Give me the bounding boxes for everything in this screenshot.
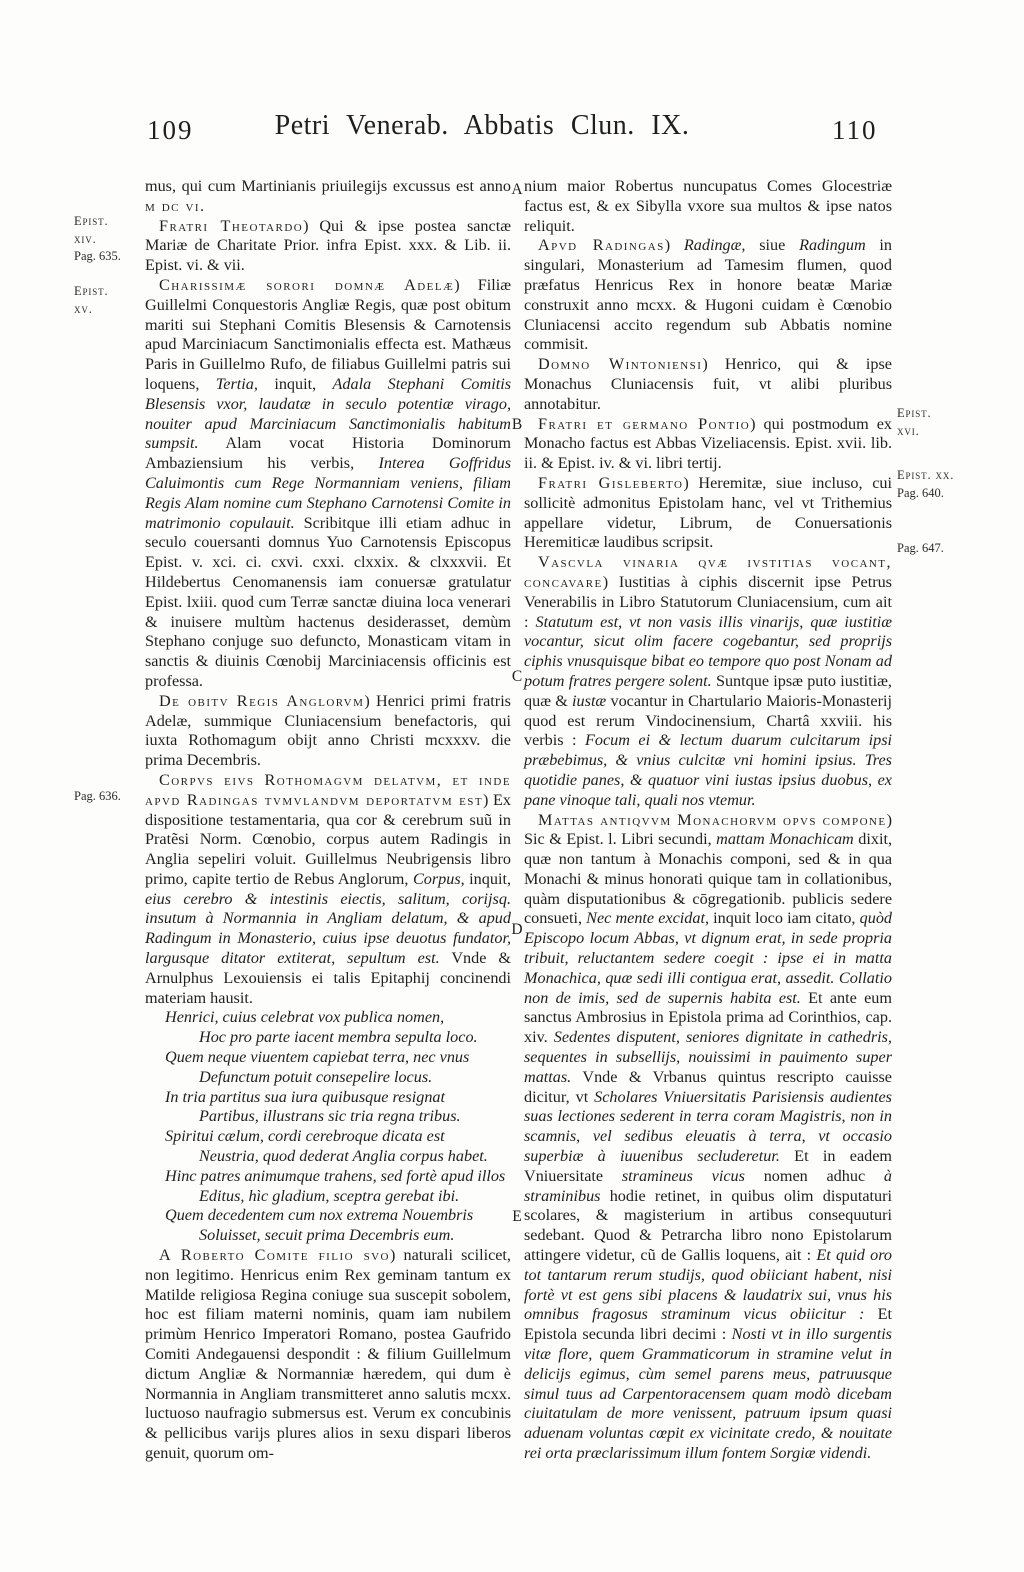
- page-number-left: 109: [147, 115, 194, 145]
- text-segment: Adala Stephani Comitis Blesensis vxor, laudatæ in seculo potentiæ virago, nouiter apud Marciniacum Sanctimonialis habitum sumpsit.: [145, 374, 512, 453]
- text-segment: Focum ei & lectum duarum culcitarum ipsi præbebimus, & vnius culcitæ vni homini ipsius. Tres quotidie panes, & quatuor vini iustas ipsius duobus, ex pane vinoque tali, quali nos vtemur.: [524, 731, 892, 809]
- paragraph: [145, 276, 511, 692]
- text-segment: siue: [745, 236, 800, 255]
- text-segment: ) Heremitæ, siue incluso, cui sollicitè admonitus Epistolam hanc, vel vt Trithemius appellare videtur, Librum, de Conuersationis Heremiticæ laudibus scripsit.: [524, 473, 892, 552]
- gutter-letter-e: E: [512, 1208, 522, 1225]
- text-segment: Radingæ,: [683, 236, 746, 255]
- text-segment: ): [664, 236, 684, 255]
- text-segment: Nosti vt in illo surgentis vitæ flore, quem Grammaticorum in stramine velut in delicijs egimus, cùm semel parens meus, patruusque simul tuus ad Carpentoracensem quam modò dicebam ciuitatulam de more venissent, patruum ipsum quasi aduenam voluntas cœpit ex vicinitate credo, & nouitate rei orta præclarissimum illum fontem Sorgiæ videndi.: [524, 1325, 892, 1462]
- text-segment: stramineus vicus: [621, 1166, 745, 1185]
- running-title: Petri Venerab. Abbatis Clun. IX.: [274, 110, 690, 141]
- margin-note-line: Pag. 635.: [74, 249, 121, 263]
- text-segment: Fratri Theotardo: [159, 216, 304, 235]
- paragraph: [145, 177, 511, 217]
- gutter-letter-c: C: [511, 668, 523, 685]
- text-segment: Suntque ipsæ puto iustitiæ, quæ &: [524, 671, 892, 710]
- paragraph: [145, 771, 511, 1009]
- text-segment: Alam vocat Historia Dominorum Ambaziensium his verbis,: [145, 434, 511, 473]
- paragraph: [524, 474, 892, 553]
- gutter-letter-b: B: [511, 416, 523, 433]
- text-segment: Charissimæ sorori domnæ Adelæ: [159, 275, 455, 294]
- text-segment: Et quid oro tot tantarum rerum studijs, quod obiiciant habent, nisi fortè vt est gens sibi placens & laudatrix sui, vnus his omnibus fragosus straminum vicus obiicitur :: [524, 1246, 892, 1324]
- text-segment: inquit,: [257, 374, 333, 393]
- paragraph: [145, 692, 511, 771]
- verse-line: Neustria, quod dederat Anglia corpus habet.: [199, 1147, 488, 1166]
- text-segment: iustæ: [572, 691, 607, 710]
- text-column-left: [145, 177, 511, 1464]
- text-segment: Corpus,: [412, 869, 465, 888]
- text-segment: Vascvla vinaria qvæ ivstitias vocant, concavare: [524, 553, 892, 591]
- margin-note-line: Epist.: [74, 214, 109, 228]
- text-segment: Mattas antiqvvm Monachorvm opvs compone: [538, 810, 887, 829]
- margin-note: [74, 213, 121, 266]
- verse-line: Quem neque viuentem capiebat terra, nec vnus: [165, 1048, 470, 1067]
- verse-line: Hinc patres animumque trahens, sed fortè apud illos: [165, 1166, 506, 1185]
- verse-line: Partibus, illustrans sic tria regna tribus.: [199, 1107, 461, 1126]
- text-segment: Fratri et germano Pontio: [538, 414, 751, 433]
- text-segment: vocantur in Chartulario Maioris-Monasterij quod est rerum Vindocinensium, Chartâ xxviii. his verbis :: [524, 691, 892, 750]
- margin-note-line: Pag. 640.: [897, 485, 944, 500]
- text-segment: à straminibus: [524, 1166, 892, 1205]
- paragraph: [524, 177, 892, 236]
- text-segment: Statutum est, vt non vasis illis vinarijs, quæ iustitiæ vocantur, sicut olim facere cogebantur, sed proprijs ciphis vnusquisque bibat eo tempore quo post Nonam ad potum fratres pergere solent.: [524, 612, 892, 690]
- verse-line: Soluisset, secuit prima Decembris eum.: [199, 1226, 455, 1245]
- text-segment: Radingum: [799, 236, 866, 255]
- paragraph: [524, 811, 892, 1464]
- margin-note-line: Epist. xx.: [897, 468, 955, 482]
- text-segment: Et ante eum sanctus Ambrosius in Epistola prima ad Corinthios, cap. xiv.: [524, 988, 892, 1047]
- gutter-letter-d: D: [511, 921, 523, 938]
- margin-note-line: Pag. 636.: [74, 789, 121, 803]
- text-segment: Domno Wintoniensi: [538, 355, 703, 374]
- text-segment: ) Sic & Epist. l. Libri secundi,: [524, 810, 892, 849]
- text-segment: ) Filiæ Guillelmi Conquestoris Angliæ Regis, quæ post obitum mariti sui Stephani Comitis Blesensis & Carnotensis apud Marciniacum Sanctimonialis effecta est. Mathæus Paris in Guillelmo Rufo, de filiabus Guillelmi patris sui loquens,: [145, 275, 511, 393]
- margin-note: [897, 405, 932, 440]
- text-segment: ) Henrici primi fratris Adelæ, summique Cluniacensium benefactoris, qui iuxta Rothomagum obijt anno Christi mcxxxv. die prima Decembris.: [145, 691, 511, 770]
- verse-line: Spiritui cælum, cordi cerebroque dicata est: [165, 1127, 445, 1146]
- gutter-letter-a: A: [511, 181, 523, 198]
- text-segment: quòd Episcopo locum Abbas, vt dignum erat, in sede propria tribuit, reluctantem sedere coegit : ipse ei in matta Monachica, quæ sedi illi contigua erat, assedit. Collatio non de imis, sed de supernis habita est.: [524, 909, 892, 1007]
- text-segment: Interea Goffridus Caluimontis cum Rege Normanniam veniens, filiam Regis Alam nomine cum Stephano Carnotensi Comite in matrimonio copulauit.: [145, 454, 511, 532]
- text-segment: nium maior Robertus nuncupatus Comes Glocestriæ factus est, & ex Sibylla vxore sua multos & ipse natos reliquit.: [524, 177, 892, 235]
- page-number-right: 110: [832, 115, 878, 145]
- margin-note-line: xvi.: [897, 423, 920, 438]
- text-column-right: [524, 177, 892, 1464]
- text-segment: Fratri Gisleberto: [538, 473, 684, 492]
- text-segment: ) Ex dispositione testamentaria, qua cor & cerebrum suũ in Pratẽsi Norm. Cœnobio, corpus autem Radingis in Anglia sepeliri voluit. Guillelmus Neubrigensis libro primo, capite tertio de Rebus Anglorum,: [145, 790, 511, 888]
- text-segment: ) Iustitias à ciphis discernit ipse Petrus Venerabilis in Libro Statutorum Cluniacensium, cum ait :: [524, 572, 892, 631]
- margin-note: [897, 467, 954, 502]
- text-segment: inquit,: [464, 869, 511, 888]
- paragraph: [524, 355, 892, 414]
- text-segment: Nec mente excidat,: [586, 909, 710, 928]
- text-segment: Scholares Vniuersitatis Parisiensis audientes suas lectiones sederent in terra coram Magistris, non in scamnis, vel sedibus eleuatis à terra, vt occasio superbiæ à iuuenibus secluderetur.: [524, 1087, 892, 1166]
- text-segment: Tertia,: [215, 374, 258, 393]
- text-segment: ) Qui & ipse postea sanctæ Mariæ de Charitate Prior. infra Epist. xxx. & Lib. ii. Epist. vi. & vii.: [145, 216, 512, 275]
- text-segment: dixit, quæ non tantum à Monachis componi, sed & in qua Monachi & minus honorati quique tam in collationibus, quàm disputationibus & cōgregationib. publicis sedere consueti,: [524, 830, 892, 928]
- text-segment: in singulari, Monasterium ad Tamesim flumen, quod præfatus Henricus Rex in honore beatæ Mariæ construxit anno mcxx. & Hugoni cuidam è Cœnobio Cluniacensi accito regendum sub Abbatis nomine commisit.: [524, 236, 892, 354]
- margin-note-line: xv.: [74, 301, 93, 316]
- verse-line: Henrici, cuius celebrat vox publica nomen,: [165, 1008, 445, 1027]
- paragraph: [524, 415, 892, 474]
- text-segment: ) naturali scilicet, non legitimo. Henricus enim Rex geminam tantum ex Matilde religiosa Regina coniuge sua suscepit sobolem, hoc est filiam materni nominis, quam iam nubilem primùm Henrico Imperatori Romano, postea Gaufrido Comiti Andegauensi despondit : & filium Guillelmum dictum Angliæ & Normanniæ hæredem, qui dum è Normannia in Angliam transmitteret anno salutis mcxx. luctuoso naufragio submersus est. Verum ex concubinis & pellicibus varijs plures alios in sexu dispari liberos genuit, quorum om-: [145, 1246, 511, 1462]
- margin-note-line: xiv.: [74, 231, 97, 246]
- text-segment: ) Henrico, qui & ipse Monachus Cluniacensis fuit, vt alibi pluribus annotabitur.: [524, 355, 892, 413]
- text-segment: Scribitque illi etiam adhuc in seculo couersanti domnus Yuo Carnotensis Episcopus Epist. v. xci. ci. cxvi. cxxi. clxxix. & clxxxvii. Et Hildebertus Cenomanensis iam conuersæ gratulatur Epist. lxiii. quod cum Terræ sanctæ diuina loca venerari & inuisere multùm hactenus desiderasset, demùm Stephano conjuge suo defuncto, Monasticam vitam in sanctis & diuinis Cœnobij Marciniacensis officinis est professa.: [145, 513, 511, 690]
- margin-note-line: Epist.: [74, 284, 109, 298]
- verse-line: Editus, hìc gladium, sceptra gerebat ibi.: [199, 1186, 460, 1205]
- text-segment: Apvd Radingas: [538, 236, 665, 255]
- text-segment: Sedentes disputent, seniores dignitate in cathedris, sequentes in subsellijs, nouissimi in pauimento super mattas.: [524, 1028, 892, 1086]
- paragraph: [524, 553, 892, 810]
- margin-note: [897, 540, 944, 558]
- margin-note: [74, 283, 109, 318]
- text-segment: mus, qui cum Martinianis priuilegijs excussus est anno: [145, 177, 511, 195]
- paragraph: [145, 217, 511, 276]
- text-segment: A Roberto Comite filio svo: [159, 1246, 390, 1265]
- text-segment: hodie retinet, in quibus olim disputaturi scolares, & magisterium in artibus consequuturi sedebant. Quod & Petrarcha libro nono Epistolarum attingere videtur, cũ de Gallis loquens, ait :: [524, 1186, 892, 1265]
- text-segment: Vnde & Vrbanus quintus rescripto cauisse dicitur, vt: [524, 1067, 892, 1106]
- text-segment: Vnde & Arnulphus Lexouiensis ei talis Epitaphij concinendi materiam hausit.: [145, 949, 511, 1007]
- verse-line: Quem decedentem cum nox extrema Nouembris: [165, 1206, 474, 1225]
- text-segment: Et in eadem Vniuersitate: [524, 1147, 892, 1185]
- verse-line: Hoc pro parte iacent membra sepulta loco.: [199, 1028, 478, 1047]
- verse-line: In tria partitus sua iura quibusque resignat: [165, 1087, 446, 1106]
- text-segment: ) qui postmodum ex Monacho factus est Abbas Vizeliacensis. Epist. xvii. lib. ii. & Epist. iv. & vi. libri tertij.: [524, 414, 892, 473]
- text-segment: Corpvs eivs Rothomagvm delatvm, et inde apvd Radingas tvmvlandvm deportatvm est: [145, 770, 511, 809]
- text-segment: m dc vi.: [145, 196, 206, 215]
- paragraph: [145, 1246, 511, 1464]
- text-segment: inquit loco iam citato,: [709, 909, 860, 928]
- text-segment: eius cerebro & intestinis eiectis, salitum, corijsq. insutum à Normannia in Angliam delatum, & apud Radingum in Monasterio, cuius ipse deuotus fundator, largusque ditator extiterat, sepultum est.: [145, 889, 511, 968]
- text-segment: De obitv Regis Anglorvm: [159, 691, 365, 710]
- paragraph: [524, 236, 892, 355]
- text-segment: nomen adhuc: [744, 1166, 884, 1185]
- margin-note-line: Epist.: [897, 406, 932, 420]
- text-segment: mattam Monachicam: [716, 830, 854, 849]
- verse-line: Defunctum potuit consepelire locus.: [199, 1067, 433, 1086]
- margin-note-line: Pag. 647.: [897, 541, 944, 555]
- margin-note: [74, 788, 121, 806]
- text-segment: Et Epistola secunda libri decimi :: [524, 1305, 892, 1344]
